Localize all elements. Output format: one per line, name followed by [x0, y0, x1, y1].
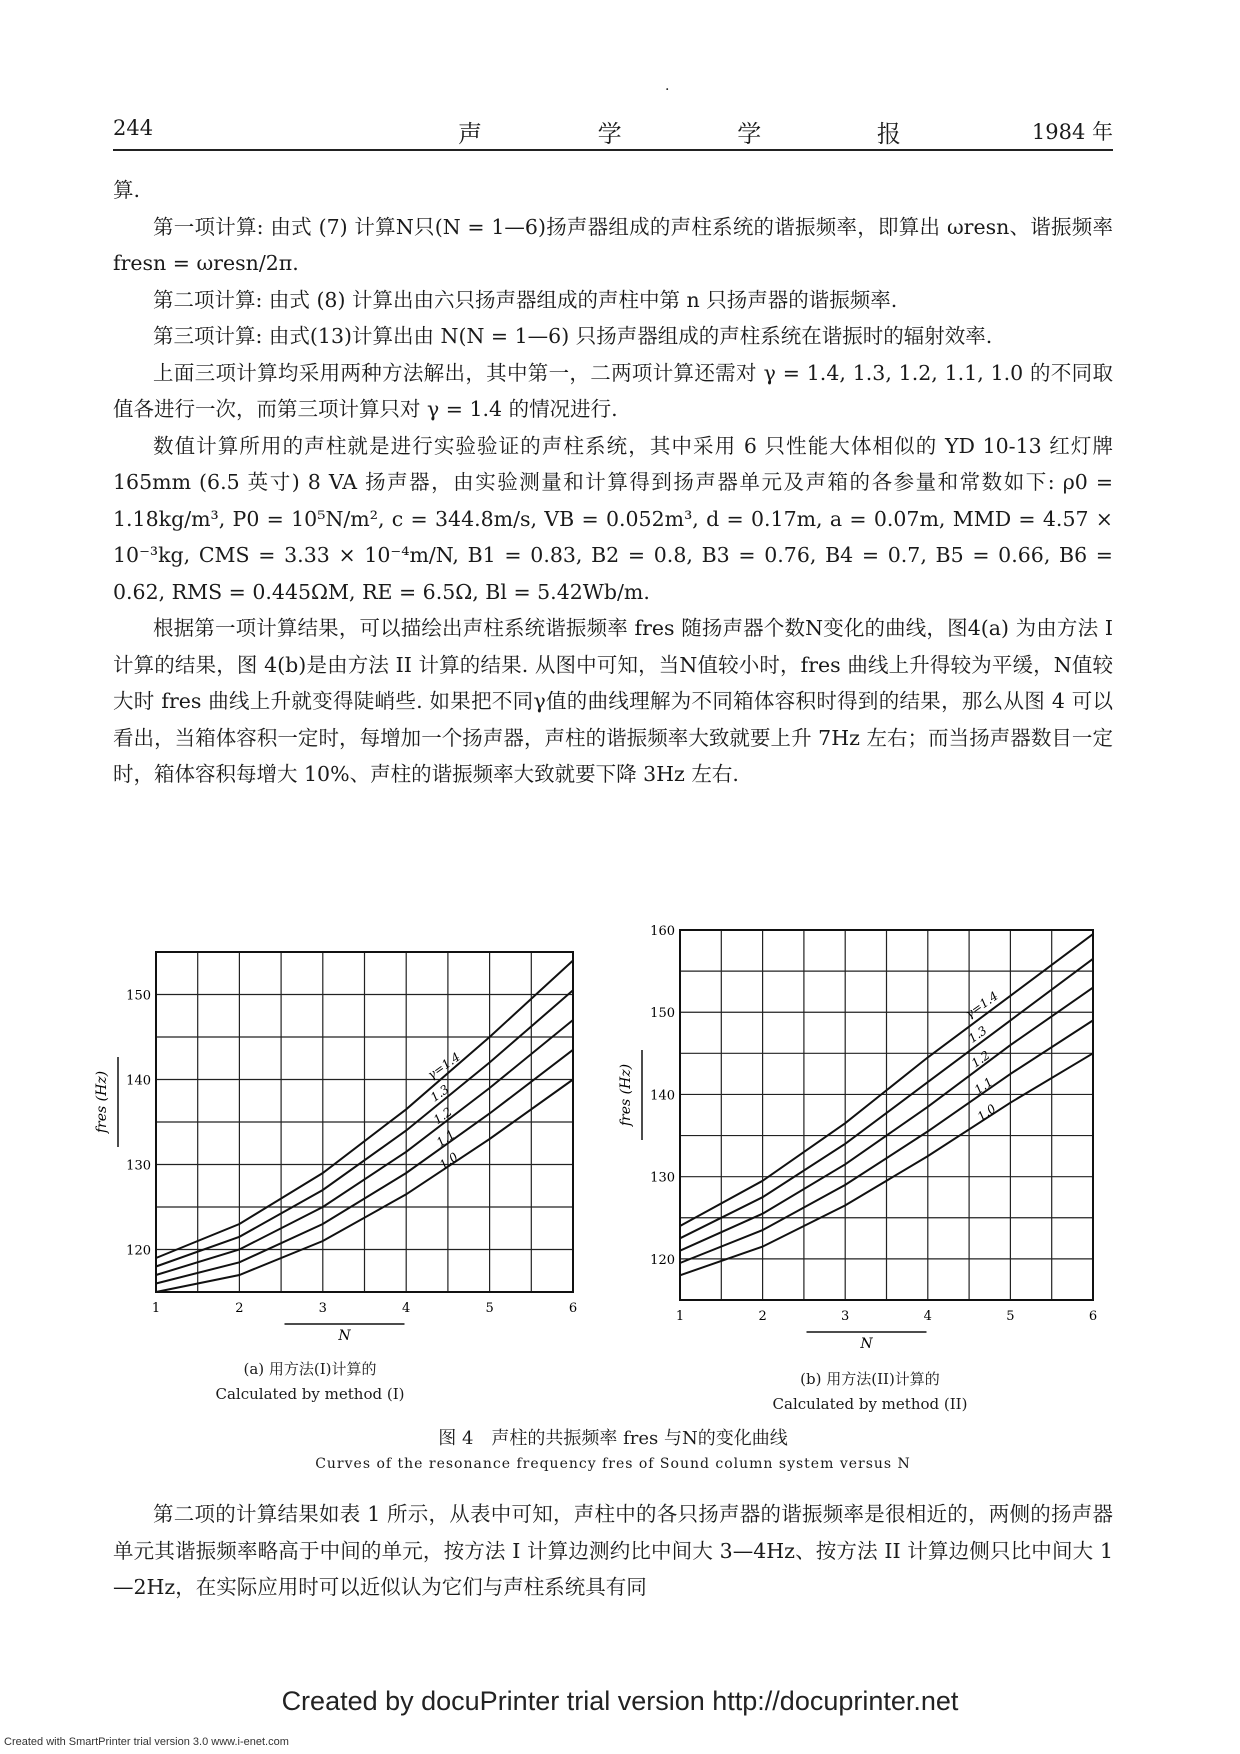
subcaption-a-cn: (a) 用方法(I)计算的	[243, 1360, 377, 1378]
paragraph: 数值计算所用的声柱就是进行实验验证的声柱系统，其中采用 6 只性能大体相似的 YD 10-13 红灯牌 165mm (6.5 英寸) 8 VA 扬声器，由实验测量和计算得到扬声器单元及声箱的各参量和常数如下: ρ0 = 1.18kg/m³, P0 = 10⁵N/m², c = 344.8m/s, VB = 0.052m³, d = 0.17m, a = 0.07m, MMD = 4.57 × 10⁻³kg, CMS = 3.33 × 10⁻⁴m/N, B1 = 0.83, B2 = 0.8, B3 = 0.76, B4 = 0.7, B5 = 0.66, B6 = 0.62, RMS = 0.445ΩM, RE = 6.5Ω, Bl = 5.42Wb/m.	[113, 433, 1113, 604]
y-axis-label: fres (Hz)	[618, 1063, 634, 1127]
paragraph: 根据第一项计算结果，可以描绘出声柱系统谐振频率 fres 随扬声器个数N变化的曲线，图4(a) 为由方法 I 计算的结果，图 4(b)是由方法 II 计算的结果. 从图中可知，当N值较小时，fres 曲线上升得较为平缓，N值较大时 fres 曲线上升就变得陡峭些. 如果把不同γ值的曲线理解为不同箱体容积时得到的结果，那么从图 4 可以看出，当箱体容积一定时，每增加一个扬声器，声柱的谐振频率大致就要上升 7Hz 左右；而当扬声器数目一定时，箱体容积每增大 10%、声柱的谐振频率大致就要下降 3Hz 左右.	[113, 616, 1113, 786]
y-tick-label: 120	[650, 1252, 675, 1268]
paragraph: 第二项的计算结果如表 1 所示，从表中可知，声柱中的各只扬声器的谐振频率是很相近的，两侧的扬声器单元其谐振频率略高于中间的单元，按方法 I 计算边测约比中间大 3—4Hz、按方法 II 计算边侧只比中间大 1—2Hz，在实际应用时可以近似认为它们与声柱系统具有同	[113, 1502, 1113, 1599]
x-tick-label: 1	[675, 1309, 685, 1324]
journal-title: 声 学 学 报	[458, 120, 955, 148]
paragraph: 第三项计算: 由式(13)计算出由 N(N = 1—6) 只扬声器组成的声柱系统在谐振时的辐射效率.	[153, 324, 993, 348]
series-label: 1.0	[974, 1101, 999, 1124]
y-tick-label: 130	[650, 1170, 675, 1186]
x-tick-label: 4	[923, 1309, 932, 1324]
y-tick-label: 150	[650, 1006, 675, 1022]
subcaption-b-cn: (b) 用方法(II)计算的	[800, 1370, 940, 1388]
paragraph: 算.	[113, 178, 141, 202]
page-number: 244	[113, 116, 154, 140]
x-tick-label: 4	[402, 1301, 411, 1316]
paragraph: 第一项计算: 由式 (7) 计算N只(N = 1—6)扬声器组成的声柱系统的谐振频率，即算出 ωresn、谐振频率 fresn = ωresn/2π.	[113, 214, 1113, 275]
watermark-small: Created with SmartPrinter trial version 3.0 www.i-enet.com	[4, 1736, 289, 1748]
year: 1984 年	[1031, 120, 1113, 144]
y-tick-label: 160	[650, 924, 675, 939]
x-tick-label: 2	[235, 1301, 244, 1316]
text-block-bottom	[113, 1496, 1113, 1606]
y-tick-label: 130	[126, 1158, 151, 1174]
y-tick-label: 140	[650, 1088, 675, 1104]
series-label: γ=1.4	[962, 988, 1001, 1022]
x-axis-label: N	[338, 1328, 351, 1344]
x-tick-label: 6	[1088, 1309, 1098, 1324]
y-tick-label: 150	[126, 988, 151, 1004]
paragraph: 上面三项计算均采用两种方法解出，其中第一，二两项计算还需对 γ = 1.4, 1.3, 1.2, 1.1, 1.0 的不同取值各进行一次，而第三项计算只对 γ = 1.4 的情况进行.	[113, 360, 1113, 421]
x-tick-label: 5	[485, 1301, 494, 1316]
series-label: γ=1.4	[424, 1049, 463, 1083]
paragraph: 第二项计算: 由式 (8) 计算出由六只扬声器组成的声柱中第 n 只扬声器的谐振频率.	[153, 287, 898, 312]
x-tick-label: 5	[1006, 1309, 1015, 1324]
subcaption-a-en: Calculated by method (I)	[215, 1385, 405, 1403]
y-tick-label: 140	[126, 1073, 151, 1089]
x-tick-label: 6	[568, 1301, 578, 1316]
chart-a	[94, 952, 577, 1344]
x-tick-label: 1	[151, 1301, 161, 1316]
x-tick-label: 3	[841, 1309, 850, 1324]
scan-dot: ·	[665, 82, 670, 98]
y-axis-label: fres (Hz)	[94, 1070, 110, 1134]
figure-caption-cn: 图 4 声柱的共振频率 fres 与N的变化曲线	[438, 1428, 788, 1449]
watermark-footer: Created by docuPrinter trial version http://docuprinter.net	[281, 1686, 959, 1716]
series-label: 1.1	[433, 1127, 458, 1150]
series-label: 1.1	[971, 1074, 996, 1098]
x-tick-label: 3	[318, 1301, 327, 1316]
chart-b	[618, 924, 1097, 1352]
series-label: 1.3	[965, 1023, 990, 1046]
series-label: 1.0	[436, 1149, 461, 1173]
x-axis-label: N	[860, 1336, 873, 1352]
series-label: 1.2	[968, 1047, 993, 1071]
figure-caption-en: Curves of the resonance frequency fres of Sound column system versus N	[315, 1456, 911, 1472]
series-label: 1.3	[427, 1082, 452, 1105]
y-tick-label: 120	[126, 1243, 151, 1259]
x-tick-label: 2	[758, 1309, 767, 1324]
series-label: 1.2	[430, 1104, 455, 1128]
subcaption-b-en: Calculated by method (II)	[772, 1395, 968, 1413]
